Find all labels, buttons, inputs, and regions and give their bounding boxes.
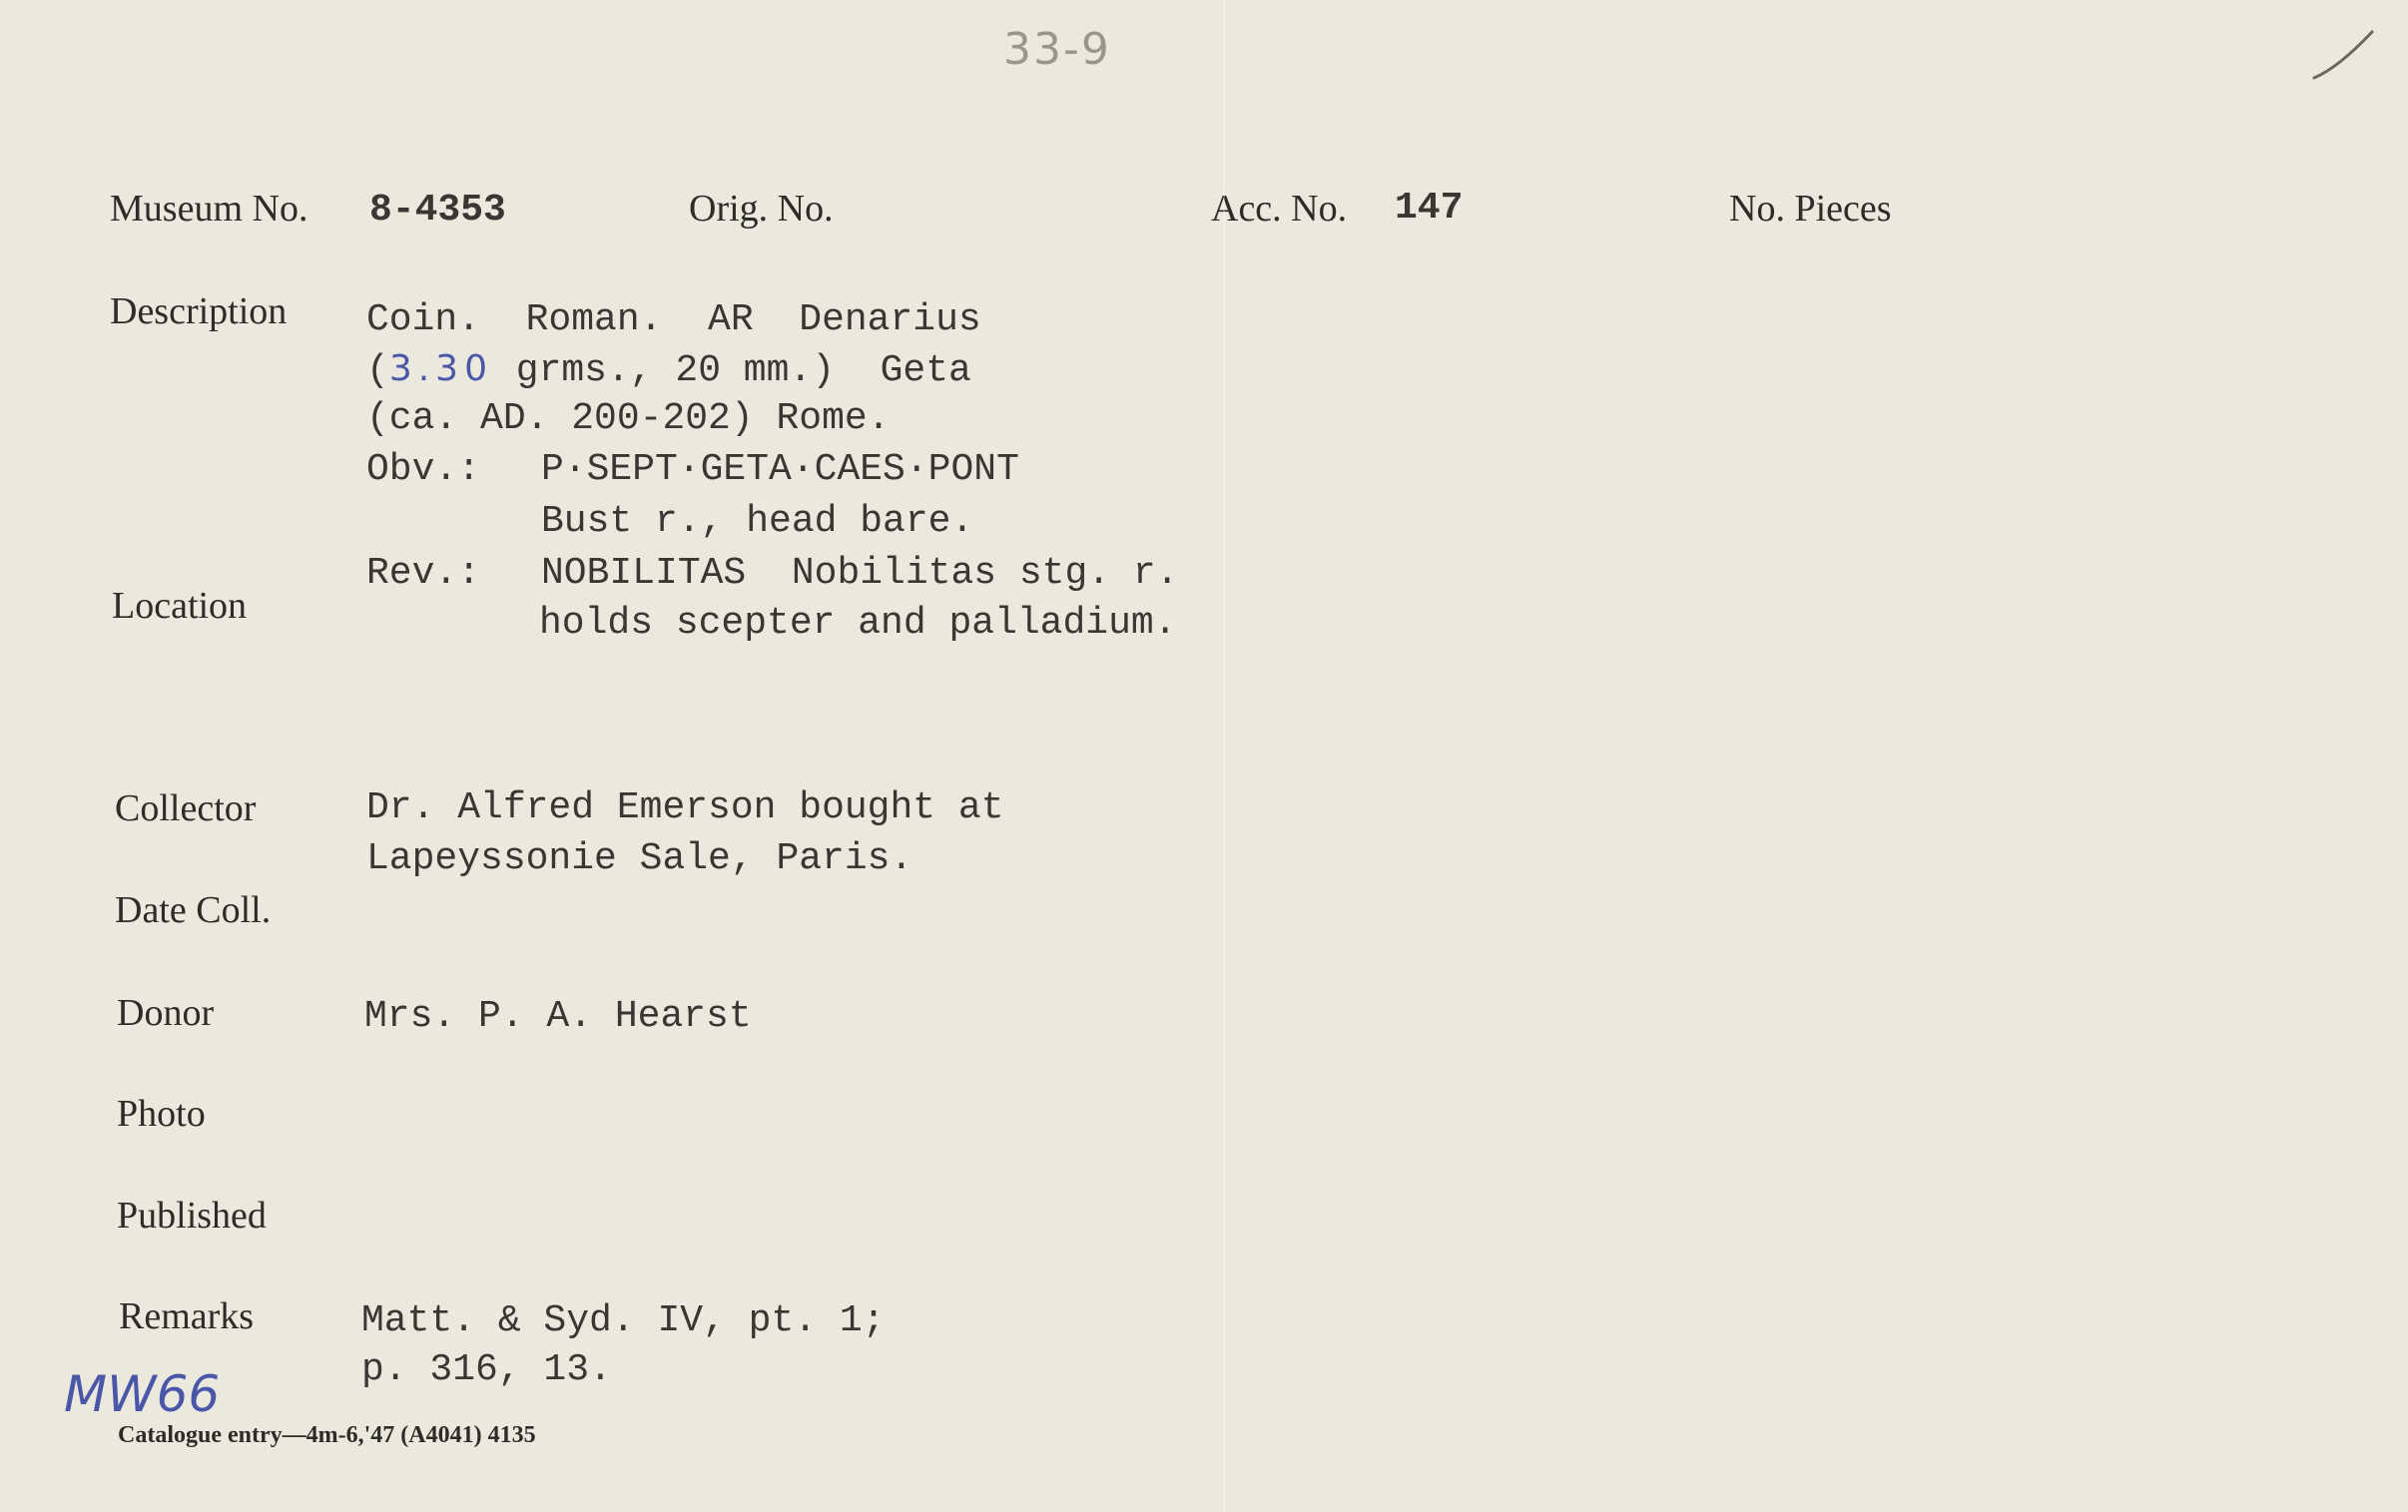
remarks-line-1: Matt. & Syd. IV, pt. 1; [361, 1299, 886, 1342]
check-mark-icon [2308, 28, 2378, 88]
weight-handwritten: 3.30 [388, 348, 493, 389]
reverse-label: Rev.: [366, 552, 481, 595]
acc-no-label: Acc. No. [1211, 188, 1348, 230]
published-label: Published [117, 1195, 267, 1237]
donor-value: Mrs. P. A. Hearst [364, 995, 752, 1038]
collector-label: Collector [115, 787, 257, 829]
donor-label: Donor [117, 992, 215, 1034]
orig-no-label: Orig. No. [689, 188, 834, 230]
acc-no-value: 147 [1395, 187, 1464, 230]
no-pieces-label: No. Pieces [1729, 188, 1892, 230]
reverse-legend: NOBILITAS Nobilitas stg. r. [541, 552, 1179, 595]
pencil-number: 33-9 [1003, 24, 1111, 75]
description-line-1: Coin. Roman. AR Denarius [366, 298, 981, 341]
handwritten-initials: MW66 [64, 1365, 221, 1423]
obverse-legend: P·SEPT·GETA·CAES·PONT [541, 448, 1019, 491]
museum-no-value: 8-4353 [369, 189, 506, 232]
catalogue-footer: Catalogue entry—4m-6,'47 (A4041) 4135 [118, 1422, 536, 1448]
location-label: Location [112, 585, 248, 627]
remarks-label: Remarks [119, 1295, 255, 1337]
collector-line-2: Lapeyssonie Sale, Paris. [366, 837, 913, 880]
museum-no-label: Museum No. [110, 188, 308, 230]
description-line-2: (3.30 grms., 20 mm.) Geta [366, 348, 971, 392]
description-label: Description [110, 290, 288, 332]
obverse-description: Bust r., head bare. [541, 500, 974, 543]
collector-line-1: Dr. Alfred Emerson bought at [366, 786, 1004, 829]
reverse-description: holds scepter and palladium. [539, 602, 1177, 645]
remarks-line-2: p. 316, 13. [361, 1348, 612, 1391]
date-coll-label: Date Coll. [115, 889, 272, 931]
description-line-3: (ca. AD. 200-202) Rome. [366, 397, 891, 440]
obverse-label: Obv.: [366, 448, 481, 491]
photo-label: Photo [117, 1093, 206, 1135]
